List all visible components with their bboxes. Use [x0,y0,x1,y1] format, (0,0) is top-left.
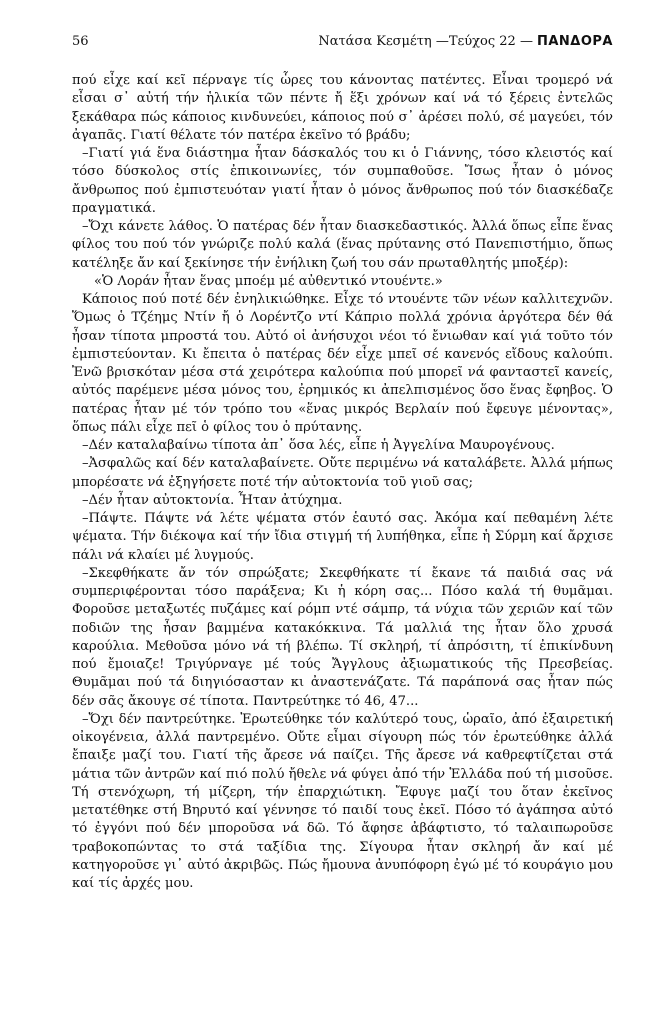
paragraph-10: –Σκεφθήκατε ἄν τόν σπρώξατε; Σκεφθήκατε τί ἔκανε τά παιδιά σας νά συμπεριφέρονται τόσο παράξενα; Κι ἡ κόρη σας... Πόσο καλά τή θυμᾶμαι. Φοροῦσε μεταξωτές πυζάμες καί ρόμπ ντέ σάμπρ, τά νύχια τῶν χεριῶν καί τῶν ποδιῶν της ἦσαν βαμμένα κατακόκκινα. Τά μαλλιά της ἦταν ὅλο χρυσά καρούλια. Μεθοῦσα μόνο νά τή βλέπω. Τί σκληρή, τί ἀπρόσιτη, τί ἐπικίνδυνη πού ἔμοιαζε! Τριγύρναγε μέ τούς Ἄγγλους ἀξιωματικούς τῆς Πρεσβείας. Θυμᾶμαι πού τά διηγιόσασταν κι ἀναστενάζατε. Τά παράπονά σας ἦταν πώς δέν σᾶς ἄκουγε σέ τίποτα. Παντρεύτηκε τό 46, 47... [72,565,613,709]
paragraph-7: –Ἀσφαλῶς καί δέν καταλαβαίνετε. Οὔτε περιμένω νά καταλάβετε. Ἀλλά μήπως μπορέσατε νά ἐξηγήσετε ποτέ τήν αὐτοκτονία τοῦ γιοῦ σας; [72,456,613,490]
paragraph-1: πού εἶχε καί κεῖ πέρναγε τίς ὧρες του κάνοντας πατέντες. Εἶναι τρομερό νά εἶσαι σ᾽ αὐτή τήν ἡλικία τῶν πέντε ἤ ἕξι χρόνων καί νά τό ξέρεις ἐντελῶς ξεκάθαρα πώς κάποιος κινδυνεύει, κάποιος πού σ᾽ ἀρέσει πολύ, σέ μαγεύει, τόν ἀγαπᾶς. Γιατί θέλατε τόν πατέρα ἐκεῖνο τό βράδυ; [72,73,613,143]
paragraph-5: Κάποιος πού ποτέ δέν ἐνηλικιώθηκε. Εἶχε τό ντουέντε τῶν νέων καλλιτεχνῶν. Ὅμως ὁ Τζέημς Ντίν ἤ ὁ Λορέντζο ντί Κάπριο πολλά χρόνια ἀργότερα δέν θά ἦσαν τίποτα μπροστά του. Αὐτό οἱ ἀνήσυχοι νέοι τό ἔνιωθαν καί γιά τοῦτο τόν ἐμπιστεύονταν. Κι ἔπειτα ὁ πατέρας δέν εἶχε μπεῖ σέ κανενός εἴδους καλούπι. Ἐνῶ βρισκόταν μέσα στά χειρότερα καλούπια πού μπορεῖ νά φανταστεῖ κανείς, αὐτός παρέμενε μέσα μόνος του, ἐρημικός κι ἀπελπισμένος ὅσο ἕνας ἔφηβος. Ὁ πατέρας ἦταν μέ τόν τρόπο του «ἕνας μικρός Βερλαίν πού ἔφευγε μένοντας», ὅπως πάλι εἶχε πεῖ ὁ φίλος του ὁ πρύτανης. [72,292,613,435]
paragraph-9: –Πάψτε. Πάψτε νά λέτε ψέματα στόν ἑαυτό σας. Ἀκόμα καί πεθαμένη λέτε ψέματα. Τήν διέκοψα καί τήν ἴδια στιγμή τή λυπήθηκα, εἶπε ἡ Σύρμη καί ἄρχισε πάλι νά κλαίει μέ λυγμούς. [72,511,613,563]
paragraph-11: –Ὄχι δέν παντρεύτηκε. Ἐρωτεύθηκε τόν καλύτερό τους, ὡραῖο, ἀπό ἐξαιρετική οἰκογένεια, ἀλλά παντρεμένο. Οὔτε εἶμαι σίγουρη πώς τόν ἐρωτεύθηκε ἀλλά ἔπαιξε μαζί του. Γιατί τῆς ἄρεσε νά παίζει. Τῆς ἄρεσε νά καθρεφτίζεται στά μάτια τῶν ἀντρῶν καί πιό πολύ ἤθελε νά φύγει ἀπό τήν Ἑλλάδα πού τή μισοῦσε. Τή στενόχωρη, τή μίζερη, τήν ἐπαρχιώτικη. Ἔφυγε μαζί του ὅταν ἐκεῖνος μετατέθηκε στή Βηρυτό καί γέννησε τό παιδί τους ἐκεῖ. Πόσο τό ἀγάπησα αὐτό τό ἐγγόνι πού δέν μποροῦσα νά δῶ. Τό ἄφησε ἀβάφτιστο, τό ταλαιπωροῦσε τραβοκοπώντας το στά ταξίδια της. Σίγουρα ἦταν σκληρή ἄν καί μέ κατηγοροῦσε γι᾽ αὐτό ἀκριβῶς. Πώς ἤμουνα ἀνυπόφορη ἐγώ μέ τό κουράγιο μου καί τίς ἀρχές μου. [72,711,613,891]
page-number: 56 [72,34,89,49]
article-body [72,72,613,893]
paragraph-2: –Γιατί γιά ἕνα διάστημα ἦταν δάσκαλός του κι ὁ Γιάννης, τόσο κλειστός καί τόσο δύσκολος στίς ἐπικοινωνίες, τόν συμπαθοῦσε. Ἴσως ἦταν ὁ μόνος ἄνθρωπος πού ἐμπιστευόταν γιατί ἦταν ὁ μόνος ἄνθρωπος πού τόν διασκέδαζε πραγματικά. [72,146,613,216]
paragraph-6: –Δέν καταλαβαίνω τίποτα ἀπ᾽ ὅσα λές, εἶπε ἡ Ἀγγελίνα Μαυρογένους. [82,438,555,453]
paragraph-8: –Δέν ἦταν αὐτοκτονία. Ἦταν ἀτύχημα. [82,492,343,508]
magazine-brand-logo: ΠΑΝΔΟΡΑ [536,34,613,49]
quote-paragraph: «Ὁ Λοράν ἦταν ἕνας μποέμ μέ αὐθεντικό ντουέντε.» [94,273,443,289]
paragraph-3: –Ὄχι κάνετε λάθος. Ὁ πατέρας δέν ἦταν διασκεδαστικός. Ἀλλά ὅπως εἶπε ἕνας φίλος του πού τόν γνώριζε πολύ καλά (ἕνας πρύτανης στό Πανεπιστήμιο, ὅπως κατέληξε ἄν καί ξεκίνησε τήν ἐνήλικη ζωή του σάν πρωταθλητής μποξέρ): [72,219,613,271]
page-header [72,34,613,56]
running-header [318,34,613,49]
running-title: Νατάσα Κεσμέτη —Τεύχος 22 — [318,34,533,49]
